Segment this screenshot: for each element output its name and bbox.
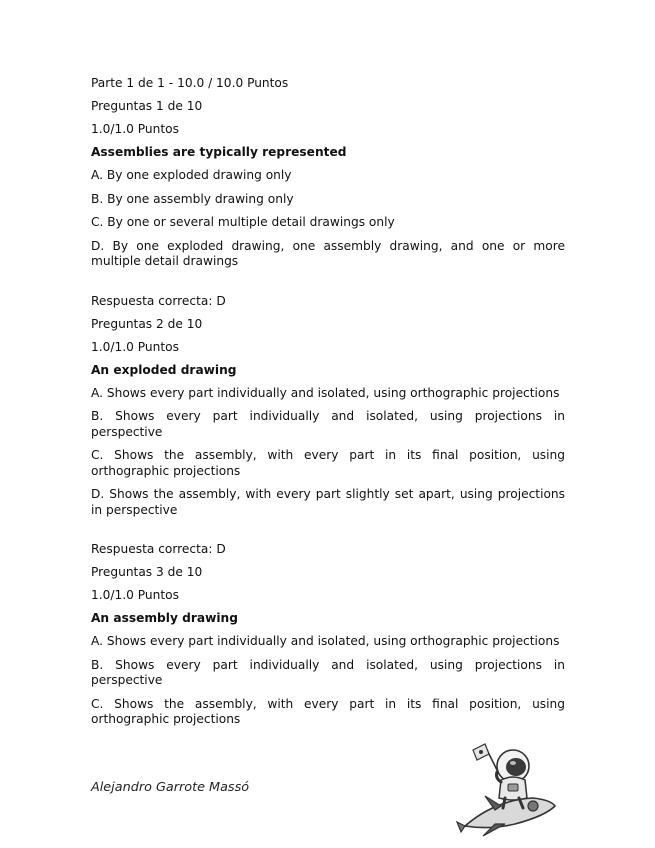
question-points: 1.0/1.0 Puntos — [91, 339, 179, 354]
question-title: Assemblies are typically represented — [91, 145, 347, 159]
option-a: A. Shows every part individually and isolated, using orthographic projections — [91, 385, 560, 400]
correct-answer: Respuesta correcta: D — [91, 542, 226, 556]
question-block-1 — [91, 99, 565, 309]
question-title: An assembly drawing — [91, 611, 238, 625]
document-body — [91, 76, 565, 736]
question-points: 1.0/1.0 Puntos — [91, 122, 179, 136]
question-title: An exploded drawing — [91, 362, 237, 377]
part-header: Parte 1 de 1 - 10.0 / 10.0 Puntos — [91, 76, 289, 90]
question-counter: Preguntas 1 de 10 — [91, 99, 203, 113]
question-points: 1.0/1.0 Puntos — [91, 588, 179, 602]
correct-answer: Respuesta correcta: D — [91, 293, 226, 308]
option-d: D. Shows the assembly, with every part slightly set apart, using projections in perspective — [91, 487, 565, 517]
astronaut-rocket-icon — [455, 740, 559, 840]
option-b: B. Shows every part individually and isolated, using projections in perspective — [91, 657, 565, 687]
author-name: Alejandro Garrote Massó — [91, 780, 250, 795]
option-c: C. By one or several multiple detail drawings only — [91, 215, 395, 229]
option-c: C. Shows the assembly, with every part in its final position, using orthographic projections — [91, 696, 565, 726]
option-b: B. By one assembly drawing only — [91, 191, 294, 206]
option-b: B. Shows every part individually and isolated, using projections in perspective — [91, 409, 565, 439]
question-counter: Preguntas 2 de 10 — [91, 316, 203, 331]
option-d: D. By one exploded drawing, one assembly drawing, and one or more multiple detail drawings — [91, 238, 565, 268]
question-counter: Preguntas 3 de 10 — [91, 565, 203, 579]
option-a: A. By one exploded drawing only — [91, 168, 292, 182]
question-block-2 — [91, 317, 565, 558]
question-block-3 — [91, 565, 565, 728]
option-c: C. Shows the assembly, with every part in its final position, using orthographic projections — [91, 448, 565, 478]
option-a: A. Shows every part individually and isolated, using orthographic projections — [91, 634, 560, 648]
